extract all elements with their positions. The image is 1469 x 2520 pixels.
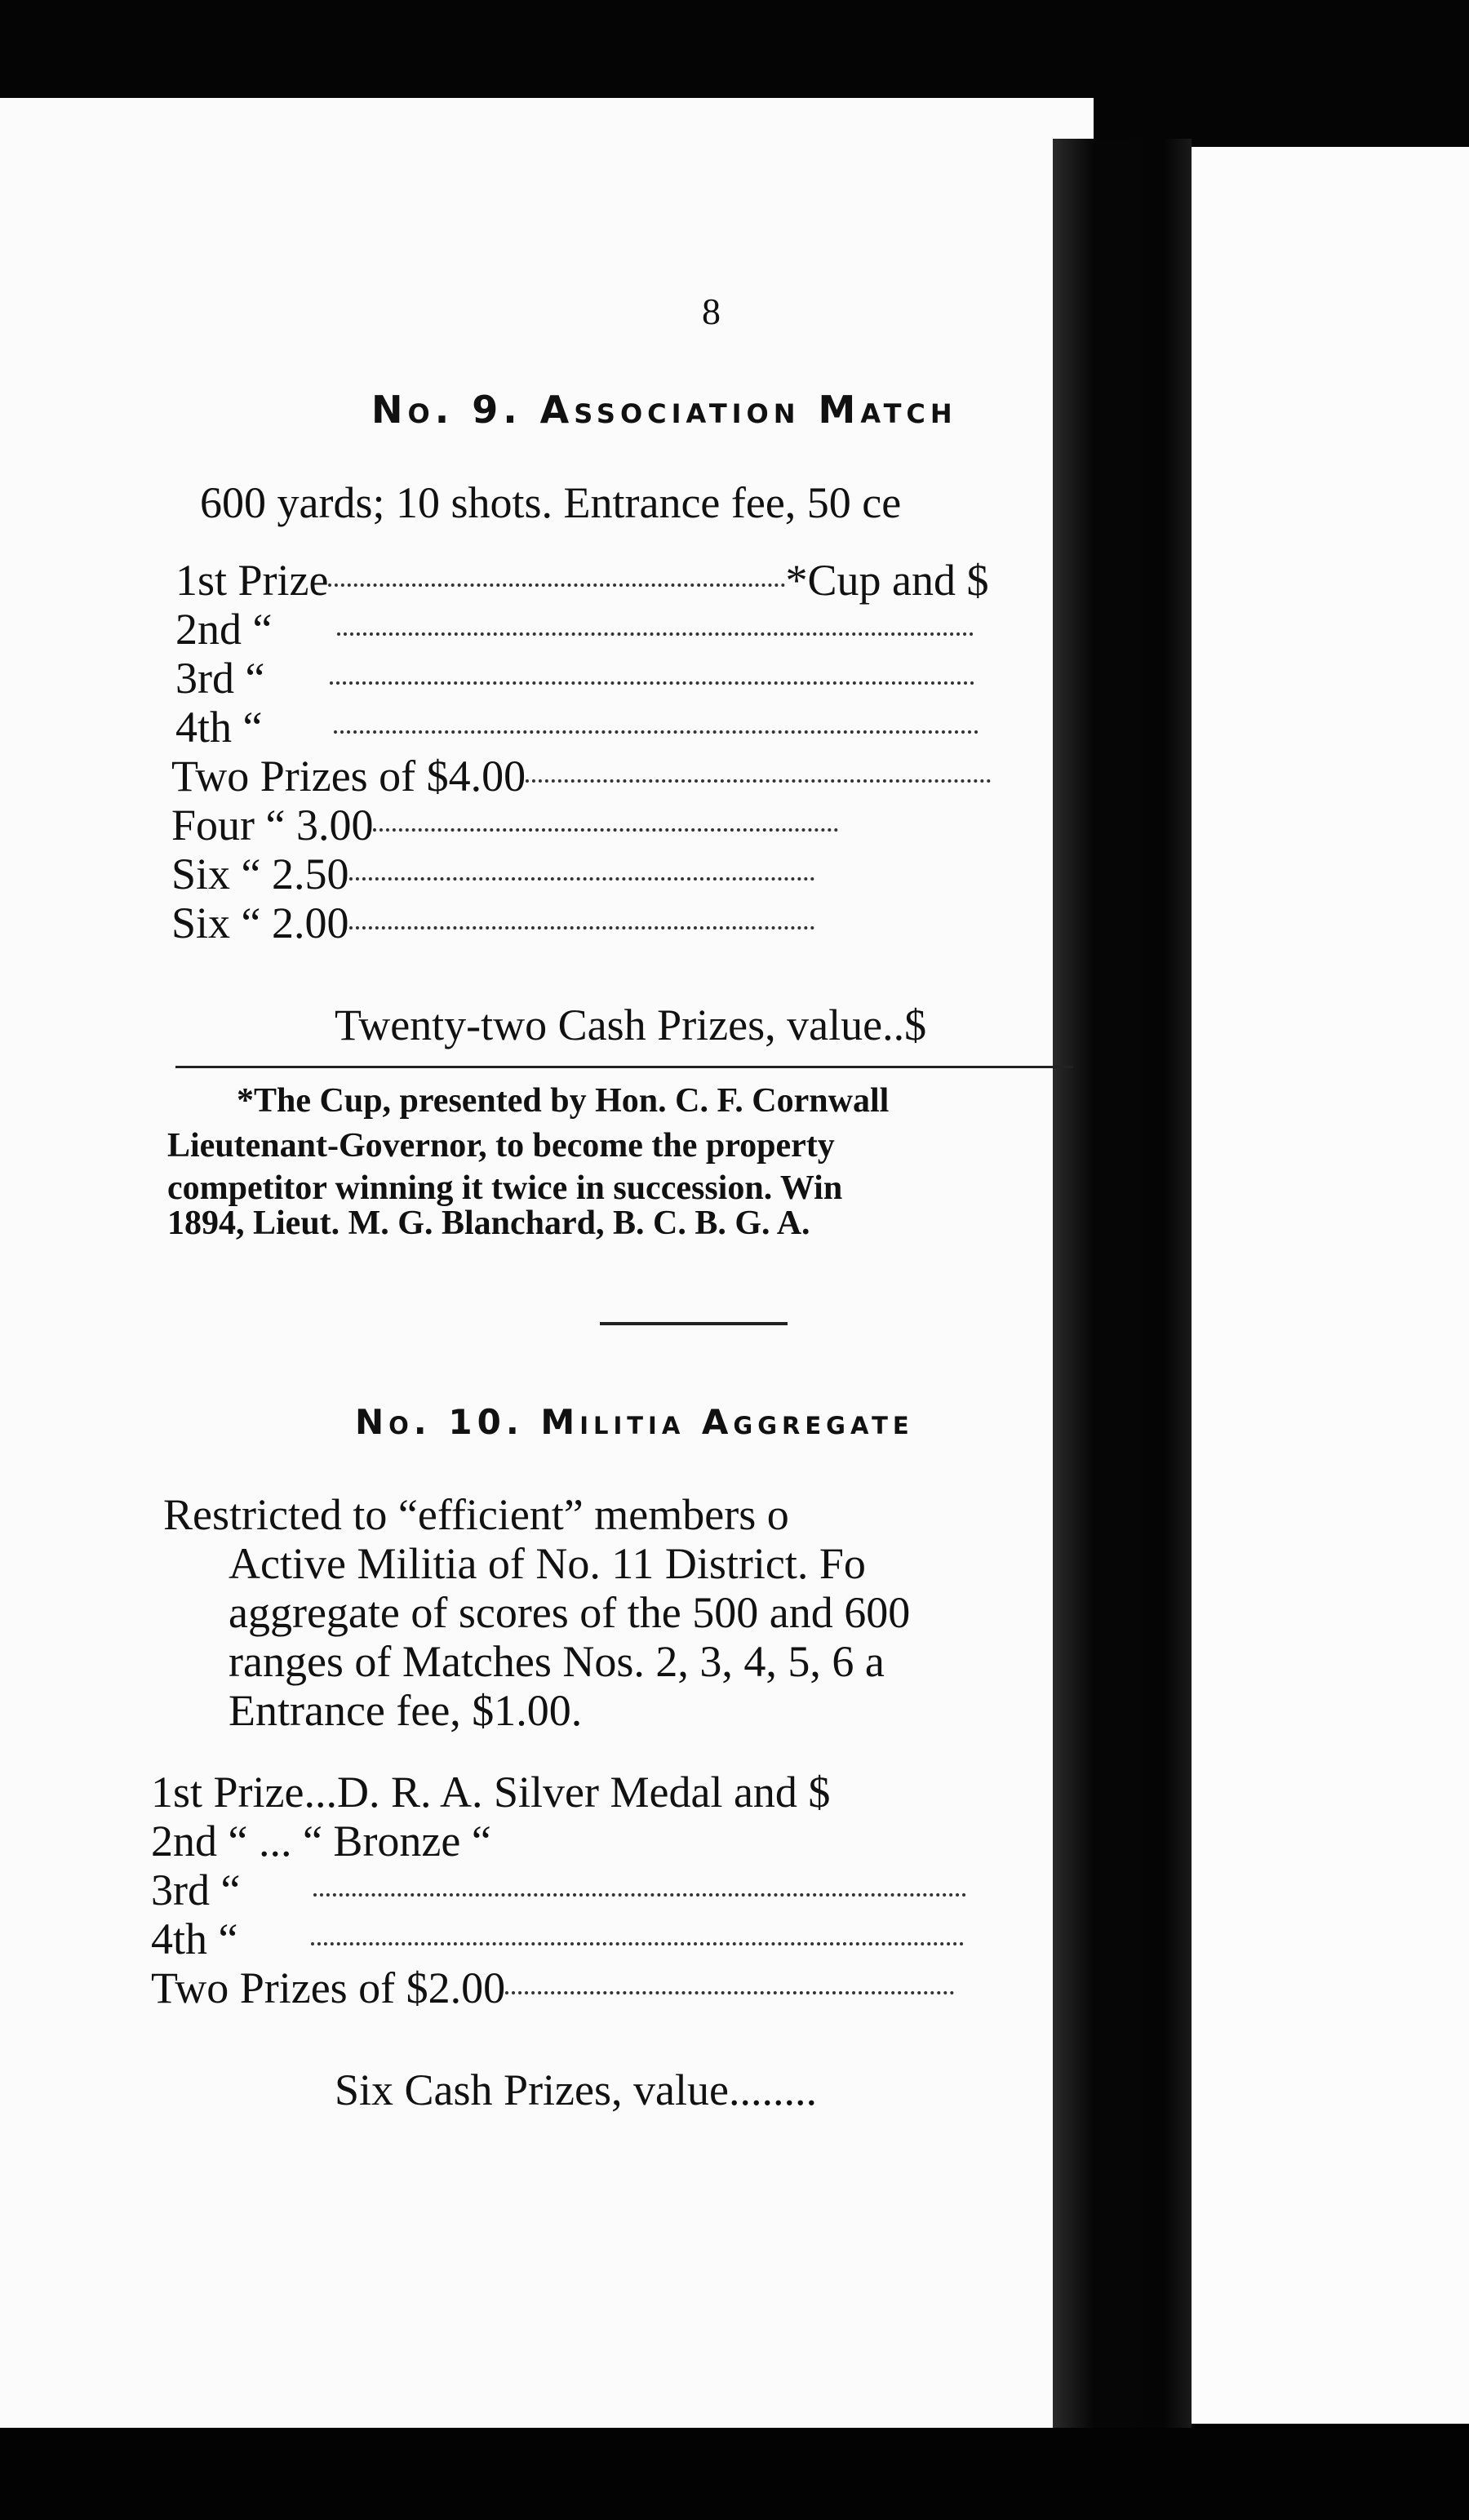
dot-leader — [349, 926, 814, 929]
footnote-line-3: competitor winning it twice in succession. Win — [167, 1169, 843, 1207]
footnote-line-4: 1894, Lieut. M. G. Blanchard, B. C. B. G. A. — [167, 1205, 810, 1242]
prize-label: Two Prizes of $2.00 — [151, 1963, 506, 2012]
dot-leader — [526, 779, 991, 783]
match-9-prize-7 — [171, 849, 814, 899]
dot-leader — [330, 681, 974, 685]
dot-leader — [311, 1942, 964, 1945]
match-10-prize-1: 1st Prize...D. R. A. Silver Medal and $ — [151, 1768, 831, 1817]
match-9-prize-1 — [175, 555, 988, 606]
page-right — [1192, 147, 1469, 2424]
match-10-conditions-3: aggregate of scores of the 500 and 600 — [229, 1588, 911, 1637]
match-9-prize-8 — [171, 898, 814, 948]
prize-label: 3rd “ — [175, 654, 265, 703]
match-9-prize-3 — [175, 653, 974, 703]
prize-label: Two Prizes of $4.00 — [171, 752, 526, 801]
match-10-total: Six Cash Prizes, value........ — [335, 2065, 817, 2114]
dot-leader — [349, 877, 814, 881]
page-number: 8 — [702, 291, 721, 332]
footnote-rule — [175, 1066, 1073, 1068]
prize-label: 1st Prize — [175, 556, 329, 605]
match-9-prize-4 — [175, 702, 979, 752]
dot-leader — [337, 632, 974, 636]
match-10-prize-2: 2nd “ ... “ Bronze “ — [151, 1817, 491, 1866]
dot-leader — [334, 730, 979, 734]
dot-leader — [373, 828, 838, 832]
match-9-prize-2 — [175, 604, 974, 654]
prize-label: Six “ 2.00 — [171, 898, 349, 947]
prize-label: 3rd “ — [151, 1866, 241, 1914]
dot-leader — [505, 1991, 954, 1994]
match-10-conditions-1: Restricted to “efficient” members o — [163, 1490, 789, 1539]
section-divider — [600, 1322, 788, 1325]
prize-label: Six “ 2.50 — [171, 850, 349, 898]
match-9-prize-6 — [171, 800, 838, 850]
footnote-line-2: Lieutenant-Governor, to become the property — [167, 1127, 835, 1165]
match-9-title: No. 9. Association Match — [371, 388, 957, 432]
prize-label: 2nd “ — [175, 605, 273, 654]
match-9-conditions: 600 yards; 10 shots. Entrance fee, 50 ce — [200, 478, 902, 527]
match-9-prize-5 — [171, 751, 991, 801]
match-10-prize-3 — [151, 1865, 966, 1915]
match-10-conditions-5: Entrance fee, $1.00. — [229, 1686, 583, 1735]
match-9-total: Twenty-two Cash Prizes, value..$ — [335, 1000, 927, 1049]
match-10-conditions-4: ranges of Matches Nos. 2, 3, 4, 5, 6 a — [229, 1637, 885, 1686]
prize-value: *Cup and $ — [785, 556, 989, 605]
prize-label: Four “ 3.00 — [171, 801, 374, 850]
match-10-conditions-2: Active Militia of No. 11 District. Fo — [229, 1539, 866, 1588]
match-10-title: No. 10. Militia Aggregate — [355, 1402, 914, 1442]
footnote-line-1: *The Cup, presented by Hon. C. F. Cornwall — [237, 1082, 890, 1120]
match-10-prize-5 — [151, 1963, 954, 2013]
dot-leader — [328, 583, 785, 587]
match-10-prize-4 — [151, 1914, 964, 1964]
prize-label: 4th “ — [175, 703, 263, 752]
prize-label: 4th “ — [151, 1914, 238, 1963]
dot-leader — [313, 1893, 966, 1897]
